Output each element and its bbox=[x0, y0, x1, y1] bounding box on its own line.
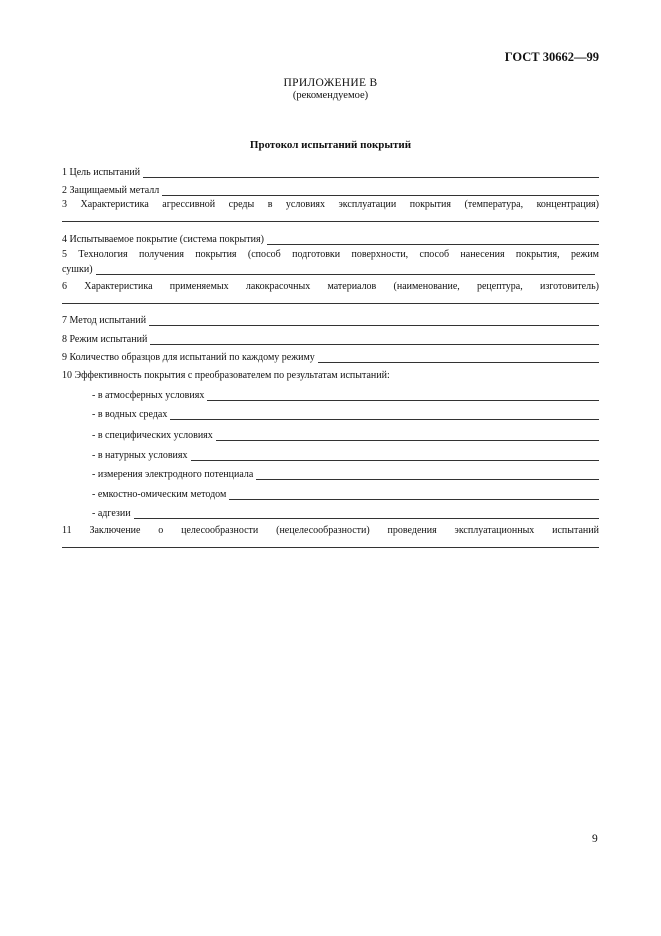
efficiency-row bbox=[92, 466, 599, 480]
capacitive-field[interactable] bbox=[229, 488, 599, 500]
potential-field[interactable] bbox=[256, 468, 599, 480]
page-number: 9 bbox=[592, 833, 598, 845]
form-row-mode bbox=[62, 331, 599, 345]
coating-label: 4 Испытываемое покрытие (система покрытия) bbox=[62, 234, 264, 245]
samples-field[interactable] bbox=[318, 351, 599, 363]
purpose-field[interactable] bbox=[143, 166, 599, 178]
natural-field[interactable] bbox=[191, 449, 600, 461]
environment-label: 3 Характеристика агрессивной среды в условиях эксплуатации покрытия (температура, концентрация) bbox=[62, 199, 599, 210]
samples-label: 9 Количество образцов для испытаний по каждому режиму bbox=[62, 352, 315, 363]
form-row-samples bbox=[62, 349, 599, 363]
efficiency-row bbox=[92, 427, 599, 441]
efficiency-row bbox=[92, 447, 599, 461]
efficiency-row bbox=[92, 387, 599, 401]
efficiency-sub-label: - в атмосферных условиях bbox=[92, 390, 205, 401]
efficiency-sub-label: - в специфических условиях bbox=[92, 430, 213, 441]
efficiency-heading-row bbox=[62, 367, 599, 381]
efficiency-row bbox=[92, 505, 599, 519]
form-row-drying bbox=[62, 261, 595, 275]
mode-label: 8 Режим испытаний bbox=[62, 334, 148, 345]
atmospheric-field[interactable] bbox=[207, 389, 599, 401]
form-row-purpose bbox=[62, 164, 599, 178]
purpose-label: 1 Цель испытаний bbox=[62, 167, 141, 178]
environment-field[interactable] bbox=[62, 221, 599, 222]
efficiency-row bbox=[92, 486, 599, 500]
metal-field[interactable] bbox=[162, 184, 599, 196]
efficiency-row bbox=[92, 406, 599, 420]
technology-field[interactable] bbox=[96, 263, 595, 275]
paint-materials-field[interactable] bbox=[62, 303, 599, 304]
drying-label: сушки) bbox=[62, 264, 93, 275]
method-field[interactable] bbox=[149, 314, 599, 326]
coating-field[interactable] bbox=[267, 233, 599, 245]
form-row-coating bbox=[62, 231, 599, 245]
method-label: 7 Метод испытаний bbox=[62, 315, 147, 326]
water-field[interactable] bbox=[170, 408, 599, 420]
technology-label: 5 Технология получения покрытия (способ подготовки поверхности, способ нанесения покрытия, режим bbox=[62, 249, 599, 260]
appendix-title: ПРИЛОЖЕНИЕ В bbox=[283, 77, 378, 89]
efficiency-sub-label: - адгезии bbox=[92, 508, 131, 519]
efficiency-sub-label: - измерения электродного потенциала bbox=[92, 469, 254, 480]
efficiency-sub-label: - в водных средах bbox=[92, 409, 168, 420]
form-row-metal bbox=[62, 182, 599, 196]
specific-field[interactable] bbox=[216, 429, 599, 441]
efficiency-sub-label: - емкостно-омическим методом bbox=[92, 489, 227, 500]
efficiency-sub-label: - в натурных условиях bbox=[92, 450, 188, 461]
adhesion-field[interactable] bbox=[134, 507, 599, 519]
standard-number: ГОСТ 30662—99 bbox=[504, 50, 599, 64]
protocol-title: Протокол испытаний покрытий bbox=[249, 139, 412, 151]
conclusion-field[interactable] bbox=[62, 547, 599, 548]
form-row-method bbox=[62, 312, 599, 326]
conclusion-label: 11 Заключение о целесообразности (нецелесообразности) проведения эксплуатационных испытаний bbox=[62, 525, 599, 536]
mode-field[interactable] bbox=[150, 333, 599, 345]
appendix-subtitle: (рекомендуемое) bbox=[292, 90, 369, 101]
paint-materials-label: 6 Характеристика применяемых лакокрасочных материалов (наименование, рецептура, изготовитель) bbox=[62, 281, 599, 292]
metal-label: 2 Защищаемый металл bbox=[62, 185, 160, 196]
efficiency-label: 10 Эффективность покрытия с преобразователем по результатам испытаний: bbox=[62, 370, 390, 381]
